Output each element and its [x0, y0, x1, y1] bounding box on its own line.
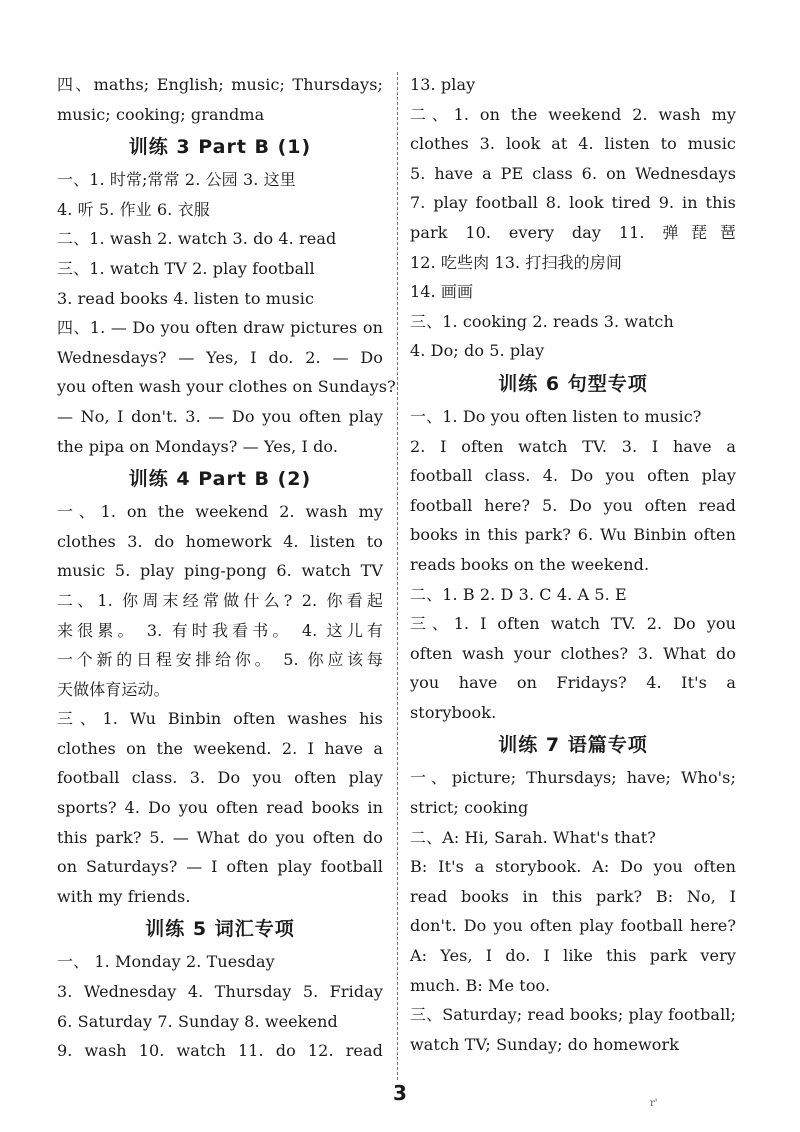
answer-line: this park? 5. — What do you often do — [57, 827, 383, 847]
answer-line: 9. wash 10. watch 11. do 12. read — [57, 1041, 383, 1061]
answer-line: 一、picture; Thursdays; have; Who's; — [410, 768, 736, 788]
answer-line: music 5. play ping-pong 6. watch TV — [57, 561, 383, 581]
answer-line: 一、1. Do you often listen to music? — [410, 406, 702, 426]
answer-line: read books in this park? B: No, I — [410, 886, 736, 906]
answer-line: 天做体育运动。 — [57, 679, 170, 699]
answer-line: 二、1. wash 2. watch 3. do 4. read — [57, 229, 337, 249]
answer-line: 三、1. cooking 2. reads 3. watch — [410, 311, 674, 331]
answer-line: on Saturdays? — I often play football — [57, 857, 383, 877]
answer-line: 12. 吃些肉 13. 打扫我的房间 — [410, 252, 622, 272]
section-title: 训练 6 句型专项 — [498, 372, 648, 395]
answer-line: — No, I don't. 3. — Do you often play — [57, 406, 383, 426]
answer-line: 四、1. — Do you often draw pictures on — [57, 318, 383, 338]
answer-line: 三、Saturday; read books; play football; — [410, 1005, 736, 1025]
page-number: 3 — [393, 1081, 407, 1105]
answer-line: 三、1. watch TV 2. play football — [57, 258, 315, 278]
answer-line: 一、1. on the weekend 2. wash my — [57, 502, 383, 522]
answer-line: clothes on the weekend. 2. I have a — [57, 738, 383, 758]
answer-line: 二、1. on the weekend 2. wash my — [410, 104, 736, 124]
answer-line: books in this park? 6. Wu Binbin often — [410, 525, 736, 545]
answer-line: strict; cooking — [410, 798, 529, 818]
section-title: 训练 4 Part B (2) — [128, 468, 312, 491]
answer-line: A: Yes, I do. I like this park very — [410, 946, 736, 966]
answer-line: 13. play — [410, 75, 476, 94]
right-column — [410, 70, 736, 1059]
left-column — [57, 70, 396, 1066]
answer-line: clothes 3. look at 4. listen to music — [410, 134, 736, 154]
answer-line: 一个新的日程安排给你。 5. 你应该每 — [57, 650, 383, 670]
answer-line: 三、1. Wu Binbin often washes his — [57, 709, 383, 729]
answer-line: football here? 5. Do you often read — [410, 495, 736, 515]
answer-line: much. B: Me too. — [410, 975, 551, 995]
answer-line: 3. Wednesday 4. Thursday 5. Friday — [57, 982, 383, 1002]
answer-line: 二、1. 你周末经常做什么? 2. 你看起 — [57, 590, 383, 610]
answer-line: you have on Fridays? 4. It's a — [410, 673, 736, 693]
answer-line: 二、1. B 2. D 3. C 4. A 5. E — [410, 584, 627, 604]
answer-line: sports? 4. Do you often read books in — [57, 798, 383, 818]
corner-mark: r' — [650, 1098, 658, 1109]
answer-line: often wash your clothes? 3. What do — [410, 643, 736, 663]
answer-line: you often wash your clothes on Sundays? — [57, 377, 396, 397]
answer-line: 一、 1. Monday 2. Tuesday — [57, 952, 275, 972]
answer-line: 7. play football 8. look tired 9. in this — [410, 193, 736, 213]
section-title: 训练 5 词汇专项 — [145, 918, 295, 941]
answer-line: football class. 3. Do you often play — [57, 768, 383, 788]
answer-line: 二、A: Hi, Sarah. What's that? — [410, 827, 656, 847]
answer-line: 2. I often watch TV. 3. I have a — [410, 436, 736, 456]
answer-line: 三、1. I often watch TV. 2. Do you — [410, 614, 736, 634]
answer-line: 来很累。 3. 有时我看书。 4. 这儿有 — [57, 620, 383, 640]
answer-line: 14. 画画 — [410, 282, 474, 302]
answer-line: watch TV; Sunday; do homework — [410, 1034, 680, 1054]
answer-line: park 10. every day 11. 弹琵琶 — [410, 222, 736, 242]
section-title: 训练 7 语篇专项 — [498, 734, 648, 757]
answer-line: the pipa on Mondays? — Yes, I do. — [57, 436, 339, 456]
answer-line: Wednesdays? — Yes, I do. 2. — Do — [57, 347, 383, 367]
answer-line: storybook. — [410, 702, 497, 722]
section-title: 训练 3 Part B (1) — [128, 136, 312, 159]
answer-line: B: It's a storybook. A: Do you often — [410, 857, 736, 877]
answer-line: 四、maths; English; music; Thursdays; — [57, 75, 383, 94]
answer-line: clothes 3. do homework 4. listen to — [57, 531, 383, 551]
answer-line: 4. Do; do 5. play — [410, 341, 545, 361]
answer-line: 6. Saturday 7. Sunday 8. weekend — [57, 1011, 338, 1031]
answer-line: with my friends. — [57, 886, 191, 906]
answer-line: reads books on the weekend. — [410, 554, 650, 574]
answer-line: 4. 听 5. 作业 6. 衣服 — [57, 199, 210, 219]
answer-line: football class. 4. Do you often play — [410, 466, 736, 486]
answer-line: music; cooking; grandma — [57, 104, 265, 124]
column-divider — [397, 72, 398, 1080]
answer-line: don't. Do you often play football here? — [410, 916, 736, 936]
answer-line: 5. have a PE class 6. on Wednesdays — [410, 163, 736, 183]
answer-line: 3. read books 4. listen to music — [57, 288, 315, 308]
answer-line: 一、1. 时常;常常 2. 公园 3. 这里 — [57, 170, 296, 190]
